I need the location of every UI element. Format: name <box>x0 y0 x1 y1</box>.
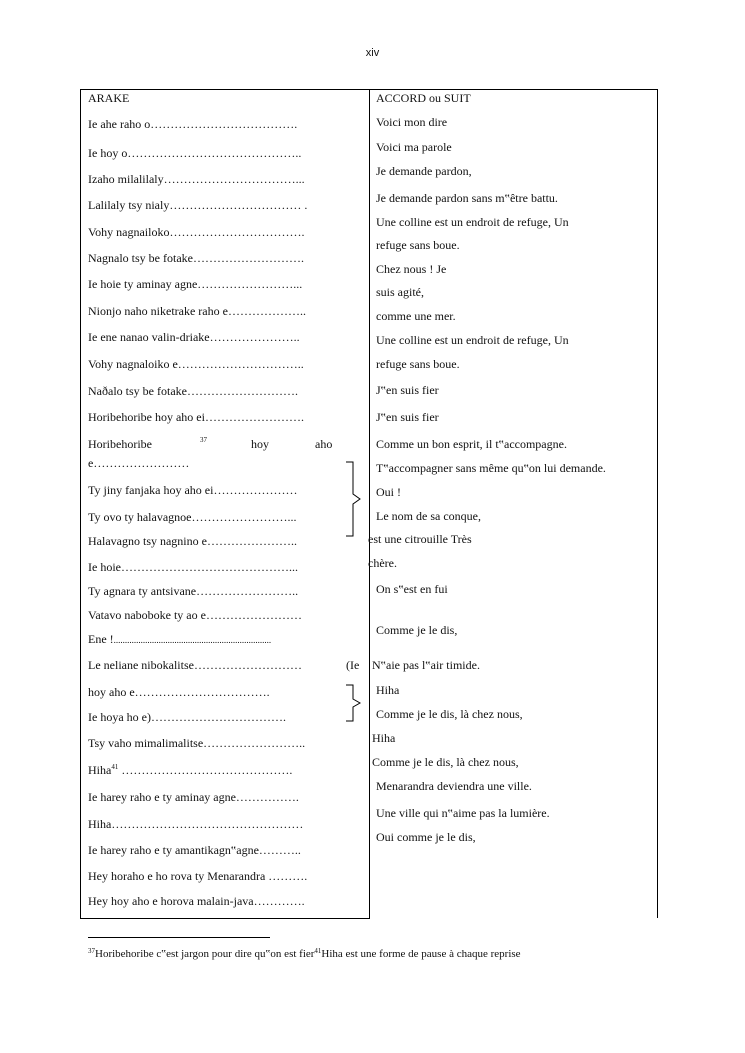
left-line: Le neliane nibokalitse……………………… <box>88 658 302 672</box>
right-line: J‟en suis fier <box>376 410 439 424</box>
footnote-mark: 41 <box>314 947 322 955</box>
footnotes <box>88 948 521 960</box>
footnote-ref-41: 41 <box>111 763 119 771</box>
header-arake: ARAKE <box>88 91 130 105</box>
right-line: Une ville qui n‟aime pas la lumière. <box>376 806 550 820</box>
header-accord: ACCORD ou SUIT <box>376 91 471 105</box>
column-divider <box>369 89 370 918</box>
left-line: Ie hoya ho e)……………………………. <box>88 710 286 724</box>
right-line: Comme je le dis, <box>376 623 458 637</box>
left-line: Halavagno tsy nagnino e………………….. <box>88 534 297 548</box>
left-line: Ty agnara ty antsivane…………………….. <box>88 584 299 598</box>
left-line: Lalilaly tsy nialy…………………………… . <box>88 198 308 212</box>
right-line: Le nom de sa conque, <box>376 509 481 523</box>
right-line: Voici mon dire <box>376 115 448 129</box>
right-line: Comme je le dis, là chez nous, <box>372 755 519 769</box>
right-line: Je demande pardon, <box>376 164 472 178</box>
right-line: Une colline est un endroit de refuge, Un <box>376 215 569 229</box>
footnote-ref-37: 37 <box>200 436 207 444</box>
left-line: Ie harey raho e ty aminay agne……………. <box>88 790 299 804</box>
right-line: Hiha <box>372 731 396 745</box>
right-line: Oui comme je le dis, <box>376 830 476 844</box>
left-line-ene <box>88 632 271 647</box>
right-line: chère. <box>368 556 397 570</box>
left-line: Ie ene nanao valin-driake………………….. <box>88 330 300 344</box>
left-line: Ie hoy o…………………………………….. <box>88 146 302 160</box>
right-line: T‟accompagner sans même qu‟on lui demande. <box>376 461 606 475</box>
left-line: Nionjo naho niketrake raho e……………….. <box>88 304 306 318</box>
right-line: Comme un bon esprit, il t‟accompagne. <box>376 437 567 451</box>
right-line: Oui ! <box>376 485 401 499</box>
left-line: Naðalo tsy be fotake………………………. <box>88 384 298 398</box>
left-line: Vohy nagnailoko……………………………. <box>88 225 305 239</box>
footnote-41: Hiha est une forme de pause à chaque reprise <box>321 948 521 960</box>
right-line: Une colline est un endroit de refuge, Un <box>376 333 569 347</box>
right-line: On s‟est en fui <box>376 582 448 596</box>
left-word-horibehoribe: Horibehoribe <box>88 437 152 451</box>
right-line: J‟en suis fier <box>376 383 439 397</box>
right-line: est une citrouille Très <box>368 532 472 546</box>
table-border-bottom <box>80 918 370 919</box>
right-line: Comme je le dis, là chez nous, <box>376 707 523 721</box>
left-line: e…………………… <box>88 456 190 470</box>
right-line: N‟aie pas l‟air timide. <box>372 658 480 672</box>
left-line: Ty ovo ty halavagnoe……………………... <box>88 510 297 524</box>
left-line: Ie hoie ty aminay agne……………………... <box>88 277 303 291</box>
left-line: Vohy nagnaloiko e………………………….. <box>88 357 304 371</box>
left-word-hoy: hoy <box>251 437 269 451</box>
right-line: comme une mer. <box>376 309 456 323</box>
right-line: Voici ma parole <box>376 140 452 154</box>
page-number: xiv <box>365 47 380 59</box>
footnote-rule <box>88 937 270 938</box>
footnote-mark: 37 <box>88 947 95 955</box>
left-line: Hiha………………………………………… <box>88 817 304 831</box>
left-line: Izaho milalilaly……………………………... <box>88 172 305 186</box>
brace-icon <box>343 684 363 722</box>
right-line: Je demande pardon sans m‟être battu. <box>376 191 558 205</box>
left-line: Nagnalo tsy be fotake………………………. <box>88 251 304 265</box>
footnote-37: Horibehoribe c‟est jargon pour dire qu‟on est fier <box>95 948 315 960</box>
hiha-dots: ……………………………………. <box>121 763 293 777</box>
left-line: Vatavo naboboke ty ao e…………………… <box>88 608 302 622</box>
table-border-right <box>657 89 658 918</box>
left-line: Ie ahe raho o………………………………. <box>88 117 298 131</box>
right-line: Hiha <box>376 683 400 697</box>
left-word-aho: aho <box>315 437 333 451</box>
left-ie-paren: (Ie <box>346 658 360 672</box>
table-border-left <box>80 89 81 918</box>
left-line: Ty jiny fanjaka hoy aho ei………………… <box>88 483 298 497</box>
right-line: refuge sans boue. <box>376 357 460 371</box>
ene-text: Ene ! <box>88 632 114 646</box>
left-line: Hey hoy aho e horova malain-java…………. <box>88 894 305 908</box>
left-line: Tsy vaho mimalimalitse…………………….. <box>88 736 306 750</box>
left-line: Ie harey raho e ty amantikagn‟agne……….. <box>88 843 301 857</box>
right-line: suis agité, <box>376 285 424 299</box>
left-line: hoy aho e……………………………. <box>88 685 270 699</box>
ene-dots: ...................................................................... <box>113 635 272 645</box>
right-line: Chez nous ! Je <box>376 262 447 276</box>
left-line-hiha <box>88 763 292 779</box>
left-line: Hey horaho e ho rova ty Menarandra ………. <box>88 869 308 883</box>
brace-icon <box>343 461 363 537</box>
left-line: Horibehoribe hoy aho ei……………………. <box>88 410 304 424</box>
right-line: Menarandra deviendra une ville. <box>376 779 532 793</box>
hiha-word: Hiha <box>88 763 112 777</box>
left-line: Ie hoie……………………………………... <box>88 560 298 574</box>
right-line: refuge sans boue. <box>376 238 460 252</box>
